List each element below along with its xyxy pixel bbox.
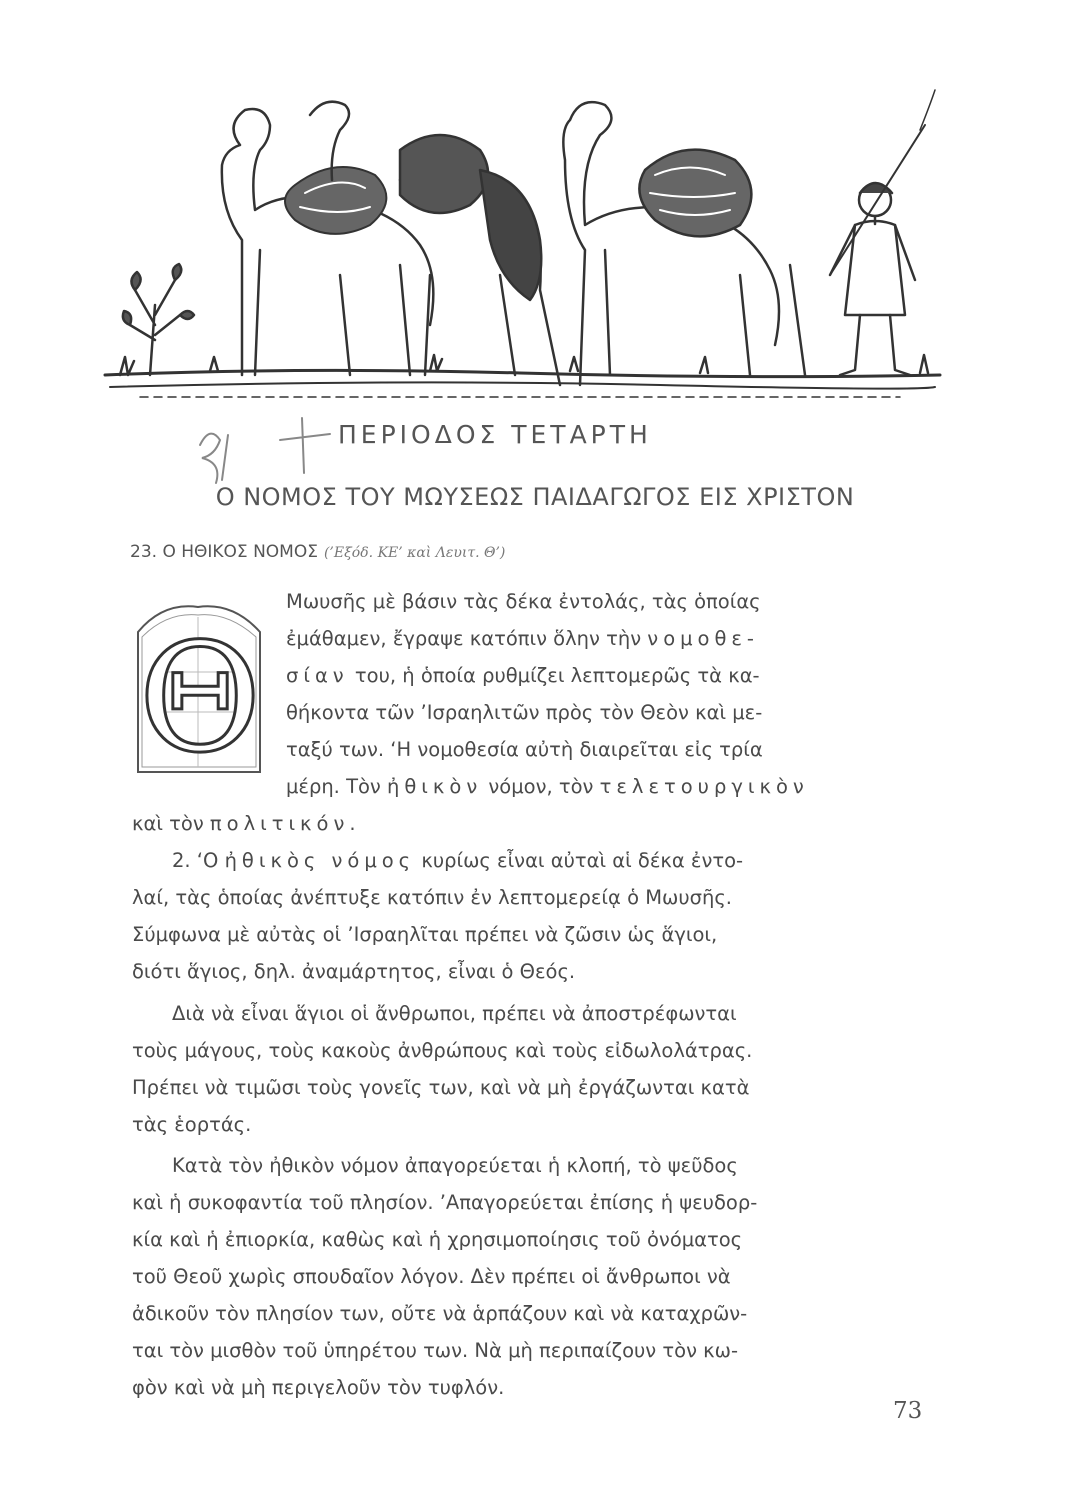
p1-line-6-a: μέρη. Τὸν xyxy=(286,775,388,798)
p1-line-6-spaced-2: τελετουργικὸν xyxy=(599,775,809,798)
handwritten-note xyxy=(190,410,335,485)
p1-line-2-spaced: νομοθε- xyxy=(647,627,759,650)
p3-line-4: τὰς ἑορτάς. xyxy=(132,1113,252,1136)
p1-line-6-b: νόμον, τὸν xyxy=(482,775,600,798)
p3-line-1: Διὰ νὰ εἶναι ἅγιοι οἱ ἄνθρωποι, πρέπει νὰ ἀποστρέφωνται xyxy=(172,1002,737,1025)
section-heading xyxy=(130,542,505,562)
p3-line-3: Πρέπει νὰ τιμῶσι τοὺς γονεῖς των, καὶ νὰ μὴ ἐργάζωνται κατὰ xyxy=(132,1076,750,1099)
p1-line-2 xyxy=(286,627,759,650)
p4-line-1: Κατὰ τὸν ἠθικὸν νόμον ἀπαγορεύεται ἡ κλοπή, τὸ ψεῦδος xyxy=(172,1154,738,1177)
header-illustration-camel-caravan xyxy=(100,75,945,410)
p3-line-2: τοὺς μάγους, τοὺς κακοὺς ἀνθρώπους καὶ τοὺς εἰδωλολάτρας. xyxy=(132,1039,753,1062)
p1-line-6-spaced-1: ἠθικὸν xyxy=(387,775,483,798)
p1-line-3 xyxy=(286,664,760,687)
period-title: ΠΕΡΙΟΔΟΣ ΤΕΤΑΡΤΗ xyxy=(338,420,652,449)
p2-line-3: Σύμφωνα μὲ αὐτὰς οἱ ’Ισραηλῖται πρέπει νὰ ζῶσιν ὡς ἅγιοι, xyxy=(132,923,718,946)
p4-line-6: ται τὸν μισθὸν τοῦ ὑπηρέτου των. Νὰ μὴ περιπαίζουν τὸν κω- xyxy=(132,1339,739,1362)
p1-line-5: ταξύ των. ‘Η νομοθεσία αὐτὴ διαιρεῖται εἰς τρία xyxy=(286,738,763,761)
scripture-reference: (’Εξόδ. ΚΕ’ καὶ Λευιτ. Θ’) xyxy=(323,545,506,561)
chapter-title: Ο ΝΟΜΟΣ ΤΟΥ ΜΩΥΣΕΩΣ ΠΑΙΔΑΓΩΓΟΣ ΕΙΣ ΧΡΙΣΤΟΝ xyxy=(215,483,855,511)
page-number: 73 xyxy=(893,1398,923,1424)
p4-line-7: φὸν καὶ νὰ μὴ περιγελοῦν τὸν τυφλόν. xyxy=(132,1376,505,1399)
p2-line-1-spaced: ἠθικὸς νόμος xyxy=(224,849,416,872)
p1-line-2-a: ἐμάθαμεν, ἔγραψε κατόπιν ὅλην τὴν xyxy=(286,627,648,650)
p4-line-4: τοῦ Θεοῦ χωρὶς σπουδαῖον λόγον. Δὲν πρέπει οἱ ἄνθρωποι νὰ xyxy=(132,1265,731,1288)
p4-line-5: ἀδικοῦν τὸν πλησίον των, οὔτε νὰ ἁρπάζουν καὶ νὰ καταχρῶν- xyxy=(132,1302,748,1325)
p1-line-3-b: του, ἡ ὁποία ρυθμίζει λεπτομερῶς τὰ κα- xyxy=(348,664,760,687)
p1-line-1: Μωυσῆς μὲ βάσιν τὰς δέκα ἐντολάς, τὰς ὁποίας xyxy=(286,590,761,613)
p2-line-1-a: 2. ‘Ο xyxy=(172,849,225,872)
section-heading-text: 23. Ο ΗΘΙΚΟΣ ΝΟΜΟΣ xyxy=(130,542,318,562)
dropcap-theta xyxy=(130,592,270,782)
p1-line-6 xyxy=(286,775,809,798)
p1-line-3-spaced: σίαν xyxy=(286,664,349,687)
p4-line-3: κία καὶ ἡ ἐπιορκία, καθὼς καὶ ἡ χρησιμοποίησις τοῦ ὀνόματος xyxy=(132,1228,743,1251)
p2-line-4: διότι ἅγιος, δηλ. ἀναμάρτητος, εἶναι ὁ Θεός. xyxy=(132,960,576,983)
p4-line-2: καὶ ἡ συκοφαντία τοῦ πλησίον. ’Απαγορεύεται ἐπίσης ἡ ψευδορ- xyxy=(132,1191,758,1214)
dropcap-letter: Θ xyxy=(138,612,262,782)
p1-line-7 xyxy=(132,812,361,835)
p1-line-7-a: καὶ τὸν xyxy=(132,812,210,835)
p1-line-4: θήκοντα τῶν ’Ισραηλιτῶν πρὸς τὸν Θεὸν καὶ με- xyxy=(286,701,763,724)
p2-line-2: λαί, τὰς ὁποίας ἀνέπτυξε κατόπιν ἐν λεπτομερείᾳ ὁ Μωυσῆς. xyxy=(132,886,732,909)
p2-line-1-b: κυρίως εἶναι αὐταὶ αἱ δέκα ἐντο- xyxy=(415,849,744,872)
p2-line-1 xyxy=(172,849,743,872)
p1-line-7-spaced: πολιτικόν. xyxy=(209,812,361,835)
